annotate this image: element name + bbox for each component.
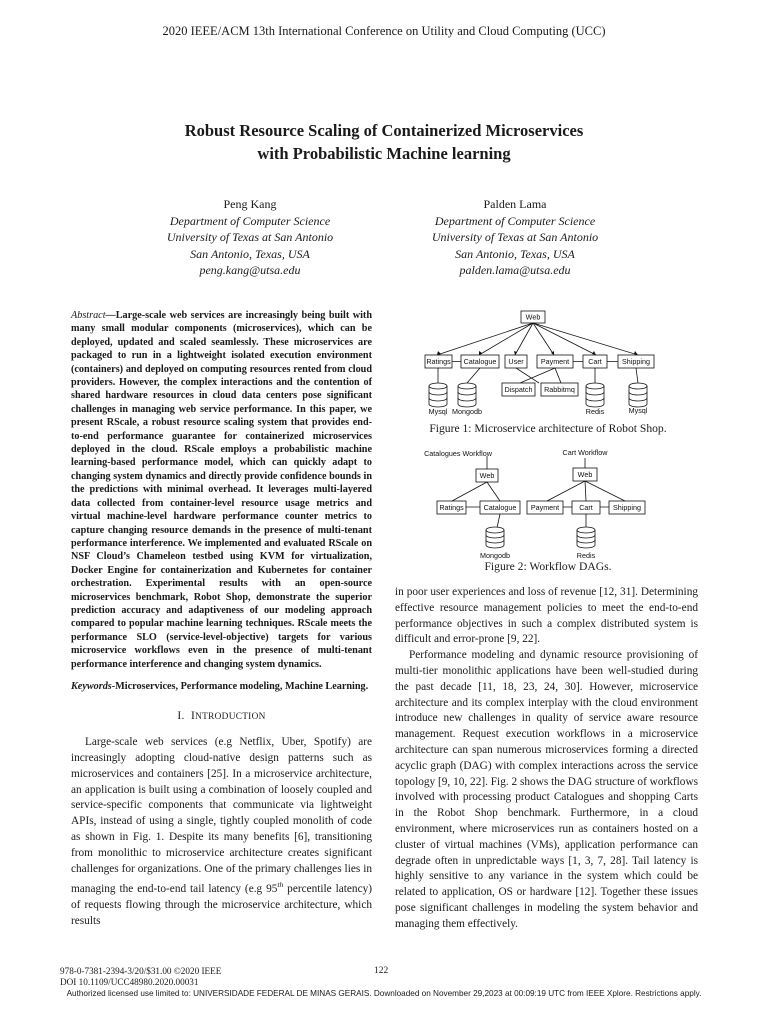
node-rabbitmq-label: Rabbitmq bbox=[544, 385, 575, 394]
node-dispatch bbox=[502, 383, 535, 396]
wf2-node-payment-label: Payment bbox=[530, 503, 560, 512]
wf1-db-label: Mongodb bbox=[480, 551, 510, 560]
node-catalogue bbox=[461, 355, 499, 368]
db-label-mysql-2: Mysql bbox=[628, 406, 648, 415]
intro-paragraph-1-continued: in poor user experiences and loss of revenue [12, 31]. Determining effective resource management policies to meet the end-to-end performance objectives in such a complex distributed system is difficult and error-prone [9, 22]. bbox=[395, 586, 698, 646]
wf1-node-web bbox=[476, 469, 498, 482]
node-ratings bbox=[425, 355, 452, 368]
figure-1-caption: Figure 1: Microservice architecture of Robot Shop. bbox=[429, 422, 667, 435]
cart-workflow-title: Cart Workflow bbox=[562, 448, 608, 457]
node-user-label: User bbox=[508, 357, 524, 366]
wf2-node-web bbox=[573, 468, 597, 481]
keywords-body: -Microservices, Performance modeling, Machine Learning. bbox=[111, 680, 369, 692]
author-university: University of Texas at San Antonio bbox=[431, 230, 599, 244]
section-heading-introduction bbox=[71, 709, 372, 726]
node-shipping-label: Shipping bbox=[622, 357, 650, 366]
node-web bbox=[521, 311, 545, 323]
arrowhead bbox=[634, 351, 638, 355]
wf2-node-shipping-label: Shipping bbox=[613, 503, 641, 512]
keywords-label: Keywords bbox=[71, 680, 112, 692]
node-cart-label: Cart bbox=[588, 357, 602, 366]
db-label-mysql: Mysql bbox=[428, 407, 448, 416]
database-icon-mysql bbox=[429, 383, 447, 407]
author-block-2 bbox=[385, 196, 645, 279]
node-ratings-label: Ratings bbox=[426, 357, 451, 366]
superscript-th: th bbox=[277, 880, 284, 890]
title-line-1: Robust Resource Scaling of Containerized Microservices bbox=[184, 121, 584, 140]
wf2-node-web-label: Web bbox=[577, 470, 593, 479]
intro-paragraph-2: Performance modeling and dynamic resource provisioning of multi-tier monolithic applications have been well-studied during the past decade [11, 18, 23, 24, 30]. However, microservice architecture and its complex interplay with the cloud environment introduce new challenges in quality of service aware resource management. Request execution workflows in a microservice architecture can span numerous microservices forming a directed acyclic graph (DAG) with complex interactions across the service topology [9, 10, 22]. Fig. 2 shows the DAG structure of workflows involved with processing product Catalogues and shopping Carts in the Robot Shop benchmark. Furthermore, in a cloud environment, where microservices run as containers hosted on a cluster of virtual machines (VMs), application performance can degrade often in unpredictable ways [1, 3, 7, 28]. Tail latency is highly sensitive to any variance in the system which could be related to application, OS or hardware [12]. Together these issues pose significant challenges in modeling the system behavior and managing them effectively. bbox=[395, 649, 698, 930]
wf2-node-cart bbox=[572, 501, 600, 514]
intro-text-a: Large-scale web services (e.g Netflix, Uber, Spotify) are increasingly adopting cloud-native design patterns such as microservices and containers [25]. In a microservice architecture, an application is built using a combination of loosely coupled and service-specific components that communicate via lightweight APIs, instead of using a single, tightly coupled monolith of code as shown in Fig. 1. Despite its many benefits [6], transitioning from monolithic to microservice architecture creates significant challenges for organizations. One of the primary challenges lies in managing the end-to-end tail latency (e.g 95 bbox=[71, 736, 372, 896]
database-icon-redis bbox=[577, 527, 595, 548]
wf1-node-ratings-label: Ratings bbox=[439, 503, 464, 512]
abstract-body: —Large-scale web services are increasingly being built with many small modular components (microservices), which can be deployed, updated and scaled seamlessly. These microservices are packaged to run in a lightweight isolated execution environment (containers) and deployed on computing resources rented from cloud providers. However, the complex interactions and the contention of shared hardware resources in cloud data centers pose significant challenges in managing web service performance. In this paper, we present RScale, a robust resource scaling system that provides end-to-end performance guarantee for containerized microservices deployed in the cloud. RScale employs a probabilistic machine learning-based performance model, which can quickly adapt to changing system dynamics and directly provide confidence bounds in the predictions with minimal overhead. It leverages multi-layered data collected from container-level resource usage metrics and virtual machine-level hardware performance counter metrics to capture changing resource demands in the presence of multi-tenant performance interference. We implemented and evaluated RScale on NSF Cloud’s Chameleon testbed using KVM for virtualization, Docker Engine for containerization and Kubernetes for container orchestration. Experimental results with an open-source microservices benchmark, Robot Shop, demonstrate the superior prediction accuracy and adaptiveness of our modeling approach compared to popular machine learning techniques. RScale meets the performance SLO (service-level-objective) targets for various microservice workflows even in the presence of multi-tenant performance interference and changing system dynamics. bbox=[71, 310, 372, 670]
figure-2-diagram bbox=[395, 444, 700, 562]
author-block-1 bbox=[120, 196, 380, 279]
section-title-initial: I bbox=[191, 710, 196, 723]
license-notice: Authorized licensed use limited to: UNIVERSIDADE FEDERAL DE MINAS GERAIS. Downloaded on November 29,2023 at 00:09:19 UTC from IEEE Xplore. Restrictions apply. bbox=[66, 989, 702, 998]
database-icon-mongodb bbox=[458, 383, 476, 407]
author-location: San Antonio, Texas, USA bbox=[455, 246, 575, 261]
wf2-node-cart-label: Cart bbox=[579, 503, 593, 512]
title-line-2: with Probabilistic Machine learning bbox=[257, 144, 511, 163]
left-column bbox=[71, 309, 372, 930]
abstract bbox=[71, 309, 372, 671]
author-email[interactable]: peng.kang@utsa.edu bbox=[199, 263, 301, 277]
footer-publication-info bbox=[60, 966, 221, 988]
catalogue-workflow-title: Catalogues Workflow bbox=[424, 449, 492, 458]
node-catalogue-label: Catalogue bbox=[463, 357, 497, 366]
author-university: University of Texas at San Antonio bbox=[166, 230, 334, 244]
intro-paragraph-1 bbox=[71, 735, 372, 929]
author-department: Department of Computer Science bbox=[169, 213, 331, 228]
arrowhead bbox=[437, 351, 441, 355]
node-shipping bbox=[618, 355, 654, 368]
abstract-label: Abstract bbox=[71, 310, 106, 321]
right-column bbox=[395, 585, 698, 933]
wf1-node-catalogue-label: Catalogue bbox=[483, 503, 517, 512]
paper-title bbox=[60, 119, 708, 165]
arrowheads bbox=[437, 351, 638, 355]
node-dispatch-label: Dispatch bbox=[504, 385, 533, 394]
db-label-redis: Redis bbox=[585, 407, 605, 416]
db-label-mongodb: Mongodb bbox=[452, 407, 482, 416]
node-payment bbox=[537, 355, 573, 368]
node-web-label: Web bbox=[525, 312, 541, 322]
conference-header: 2020 IEEE/ACM 13th International Conference on Utility and Cloud Computing (UCC) bbox=[162, 24, 606, 38]
wf2-node-shipping bbox=[609, 501, 645, 514]
wf1-node-web-label: Web bbox=[479, 471, 495, 480]
database-icon-mysql-2 bbox=[629, 383, 647, 407]
wf2-node-payment bbox=[527, 501, 563, 514]
page-number: 122 bbox=[374, 966, 389, 976]
database-icon-redis bbox=[586, 383, 604, 407]
footer-doi: DOI 10.1109/UCC48980.2020.00031 bbox=[60, 977, 199, 987]
figure-1-diagram bbox=[395, 305, 700, 421]
author-name: Palden Lama bbox=[483, 197, 547, 211]
node-payment-label: Payment bbox=[540, 357, 570, 366]
node-cart bbox=[583, 355, 607, 368]
node-user bbox=[505, 355, 527, 368]
author-email[interactable]: palden.lama@utsa.edu bbox=[459, 263, 571, 277]
author-location: San Antonio, Texas, USA bbox=[190, 246, 310, 261]
figure-2-caption: Figure 2: Workflow DAGs. bbox=[484, 560, 612, 573]
wf2-db-label: Redis bbox=[576, 551, 596, 560]
footer-isbn: 978-0-7381-2394-3/20/$31.00 ©2020 IEEE bbox=[60, 966, 222, 976]
author-name: Peng Kang bbox=[223, 197, 277, 211]
section-number: I. bbox=[177, 710, 185, 723]
wf1-node-ratings bbox=[437, 501, 466, 514]
node-rabbitmq bbox=[541, 383, 578, 396]
author-department: Department of Computer Science bbox=[434, 213, 596, 228]
wf1-node-catalogue bbox=[480, 501, 520, 514]
intro-text-b: percentile latency) of requests flowing through the microservice architecture, which results bbox=[71, 883, 372, 927]
keywords bbox=[71, 680, 372, 693]
database-icon-mongodb bbox=[486, 527, 504, 548]
section-title-rest: NTRODUCTION bbox=[195, 712, 266, 723]
